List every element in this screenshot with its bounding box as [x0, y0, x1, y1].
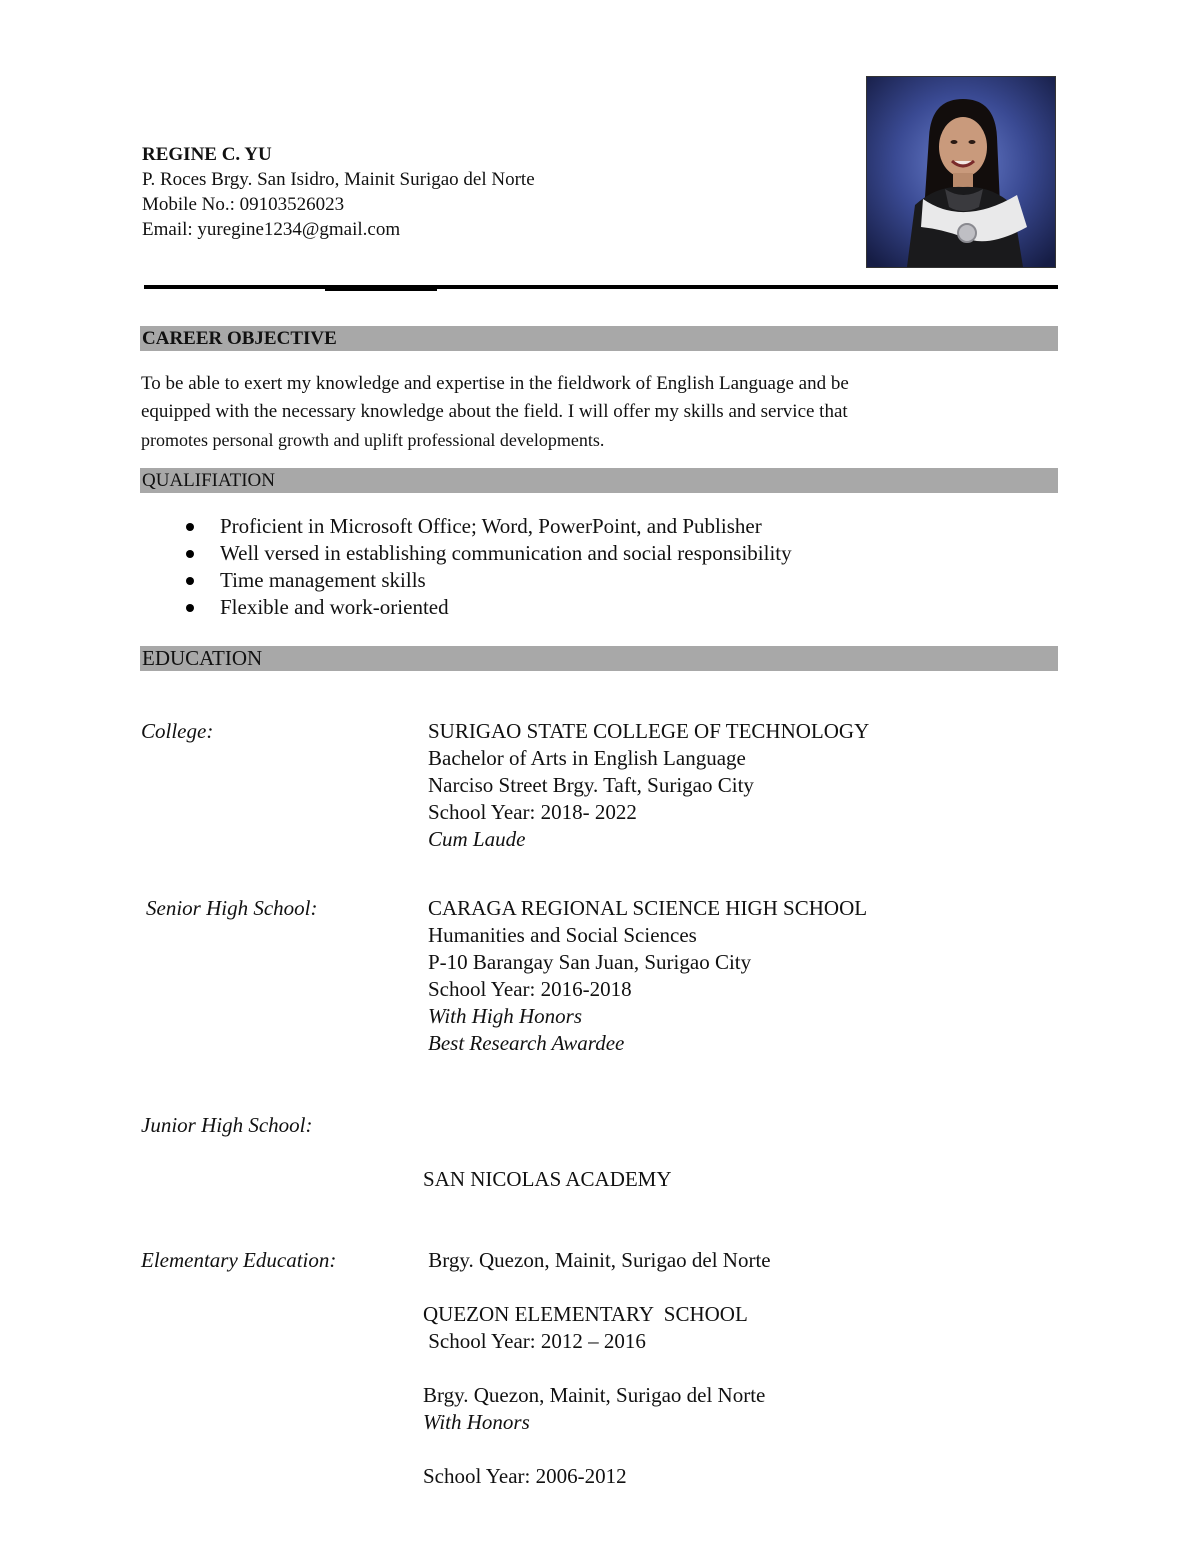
education-line: Bachelor of Arts in English Language: [428, 746, 746, 770]
applicant-name: REGINE C. YU: [142, 144, 272, 165]
career-objective-heading: CAREER OBJECTIVE: [140, 326, 1058, 351]
objective-line: equipped with the necessary knowledge about the field. I will offer my skills and service that: [141, 401, 848, 422]
education-label-college: College:: [141, 719, 214, 743]
qualification-heading: QUALIFIATION: [140, 468, 1058, 493]
school-name: SAN NICOLAS ACADEMY: [423, 1167, 672, 1191]
header-divider: [144, 285, 1058, 289]
education-entry-elementary: [423, 1247, 765, 1517]
education-line: School Year: 2016-2018: [428, 977, 632, 1001]
bullet-icon: [186, 523, 194, 531]
education-line: P-10 Barangay San Juan, Surigao City: [428, 950, 752, 974]
honor-text: With High Honors: [428, 1004, 583, 1028]
education-line: School Year: 2006-2012: [423, 1464, 627, 1488]
education-line: Humanities and Social Sciences: [428, 923, 697, 947]
bullet-icon: [186, 550, 194, 558]
education-line: Brgy. Quezon, Mainit, Surigao del Norte: [423, 1383, 766, 1407]
education-line: School Year: 2018- 2022: [428, 800, 637, 824]
school-name: QUEZON ELEMENTARY SCHOOL: [423, 1302, 748, 1326]
education-label-senior-high: Senior High School:: [146, 896, 318, 920]
bullet-icon: [186, 604, 194, 612]
bullet-icon: [186, 577, 194, 585]
objective-line: promotes personal growth and uplift professional developments.: [141, 430, 605, 450]
honor-text: With Honors: [423, 1410, 530, 1434]
mobile-text: Mobile No.: 09103526023: [142, 194, 345, 215]
education-label-elementary: Elementary Education:: [141, 1248, 337, 1272]
qualification-text: Proficient in Microsoft Office; Word, PowerPoint, and Publisher: [220, 514, 762, 538]
qualification-text: Time management skills: [220, 568, 426, 592]
education-line: Brgy. Quezon, Mainit, Surigao del Norte: [423, 1248, 771, 1272]
school-name: CARAGA REGIONAL SCIENCE HIGH SCHOOL: [428, 896, 868, 920]
education-label-junior-high: Junior High School:: [141, 1113, 313, 1137]
education-entry-college: [428, 718, 869, 853]
qualification-text: Flexible and work-oriented: [220, 595, 449, 619]
honor-text: Best Research Awardee: [428, 1031, 625, 1055]
objective-line: To be able to exert my knowledge and expertise in the fieldwork of English Language and be: [141, 373, 849, 394]
school-name: SURIGAO STATE COLLEGE OF TECHNOLOGY: [428, 719, 870, 743]
profile-photo: [866, 76, 1056, 268]
education-line: Narciso Street Brgy. Taft, Surigao City: [428, 773, 754, 797]
education-entry-senior-high: [428, 895, 867, 1057]
list-item: [186, 567, 1046, 594]
address-text: P. Roces Brgy. San Isidro, Mainit Surigao del Norte: [142, 169, 535, 190]
career-objective-text: [141, 370, 1051, 454]
honor-text: Cum Laude: [428, 827, 526, 851]
contact-header: [142, 142, 842, 242]
list-item: [186, 513, 1046, 540]
qualification-list: [186, 513, 1046, 621]
education-heading: EDUCATION: [140, 646, 1058, 671]
list-item: [186, 594, 1046, 621]
list-item: [186, 540, 1046, 567]
education-line: School Year: 2012 – 2016: [423, 1329, 646, 1353]
qualification-text: Well versed in establishing communication and social responsibility: [220, 541, 792, 565]
email-text: Email: yuregine1234@gmail.com: [142, 219, 401, 240]
header-divider-accent: [325, 289, 437, 291]
portrait-illustration: [867, 77, 1055, 267]
